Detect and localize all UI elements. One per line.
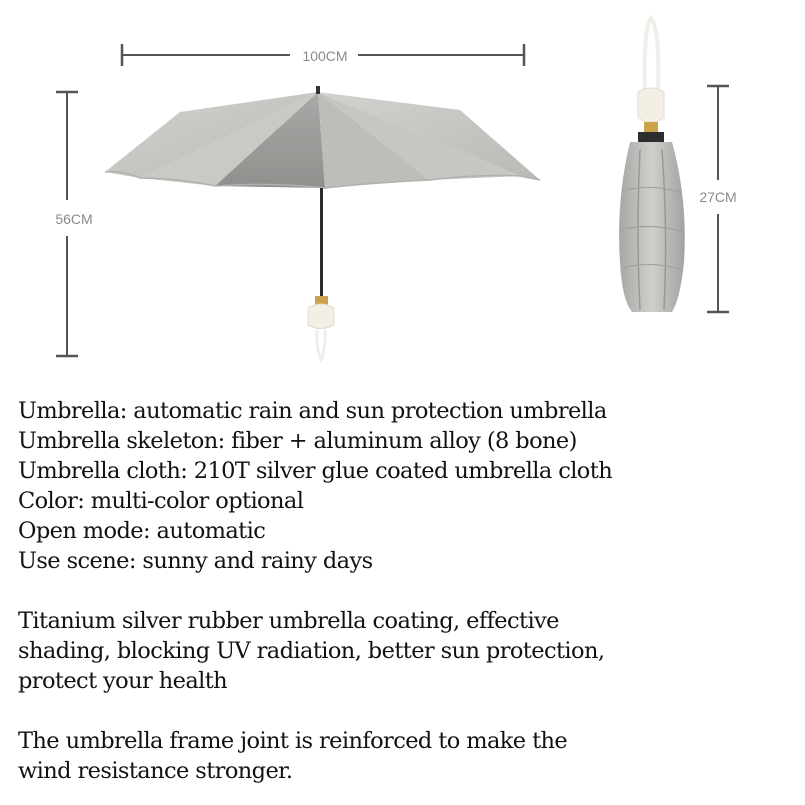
coating-line-3: protect your health [18, 668, 228, 694]
open-umbrella-image [105, 86, 540, 360]
spec-list [18, 396, 798, 576]
height-dimension [55, 92, 92, 356]
width-label: 100CM [302, 48, 348, 64]
folded-umbrella-image [619, 18, 685, 312]
frame-line-1: The umbrella frame joint is reinforced to make the [18, 728, 568, 754]
spec-cloth: Umbrella cloth: 210T silver glue coated umbrella cloth [18, 458, 613, 484]
spec-open-mode: Open mode: automatic [18, 518, 266, 544]
spec-use-scene: Use scene: sunny and rainy days [18, 548, 373, 574]
product-description [18, 396, 798, 786]
width-dimension [122, 44, 524, 66]
folded-length-dimension [699, 86, 736, 312]
spec-skeleton: Umbrella skeleton: fiber + aluminum alloy (8 bone) [18, 428, 577, 454]
product-figure [0, 0, 805, 385]
coating-paragraph [18, 606, 798, 696]
umbrella-illustration [0, 0, 805, 385]
frame-line-2: wind resistance stronger. [18, 758, 293, 784]
folded-length-label: 27CM [699, 189, 737, 205]
coating-line-1: Titanium silver rubber umbrella coating, effective [18, 608, 559, 634]
spec-umbrella: Umbrella: automatic rain and sun protection umbrella [18, 398, 607, 424]
height-label: 56CM [55, 211, 93, 227]
spec-color: Color: multi-color optional [18, 488, 304, 514]
coating-line-2: shading, blocking UV radiation, better sun protection, [18, 638, 605, 664]
frame-paragraph [18, 726, 798, 786]
